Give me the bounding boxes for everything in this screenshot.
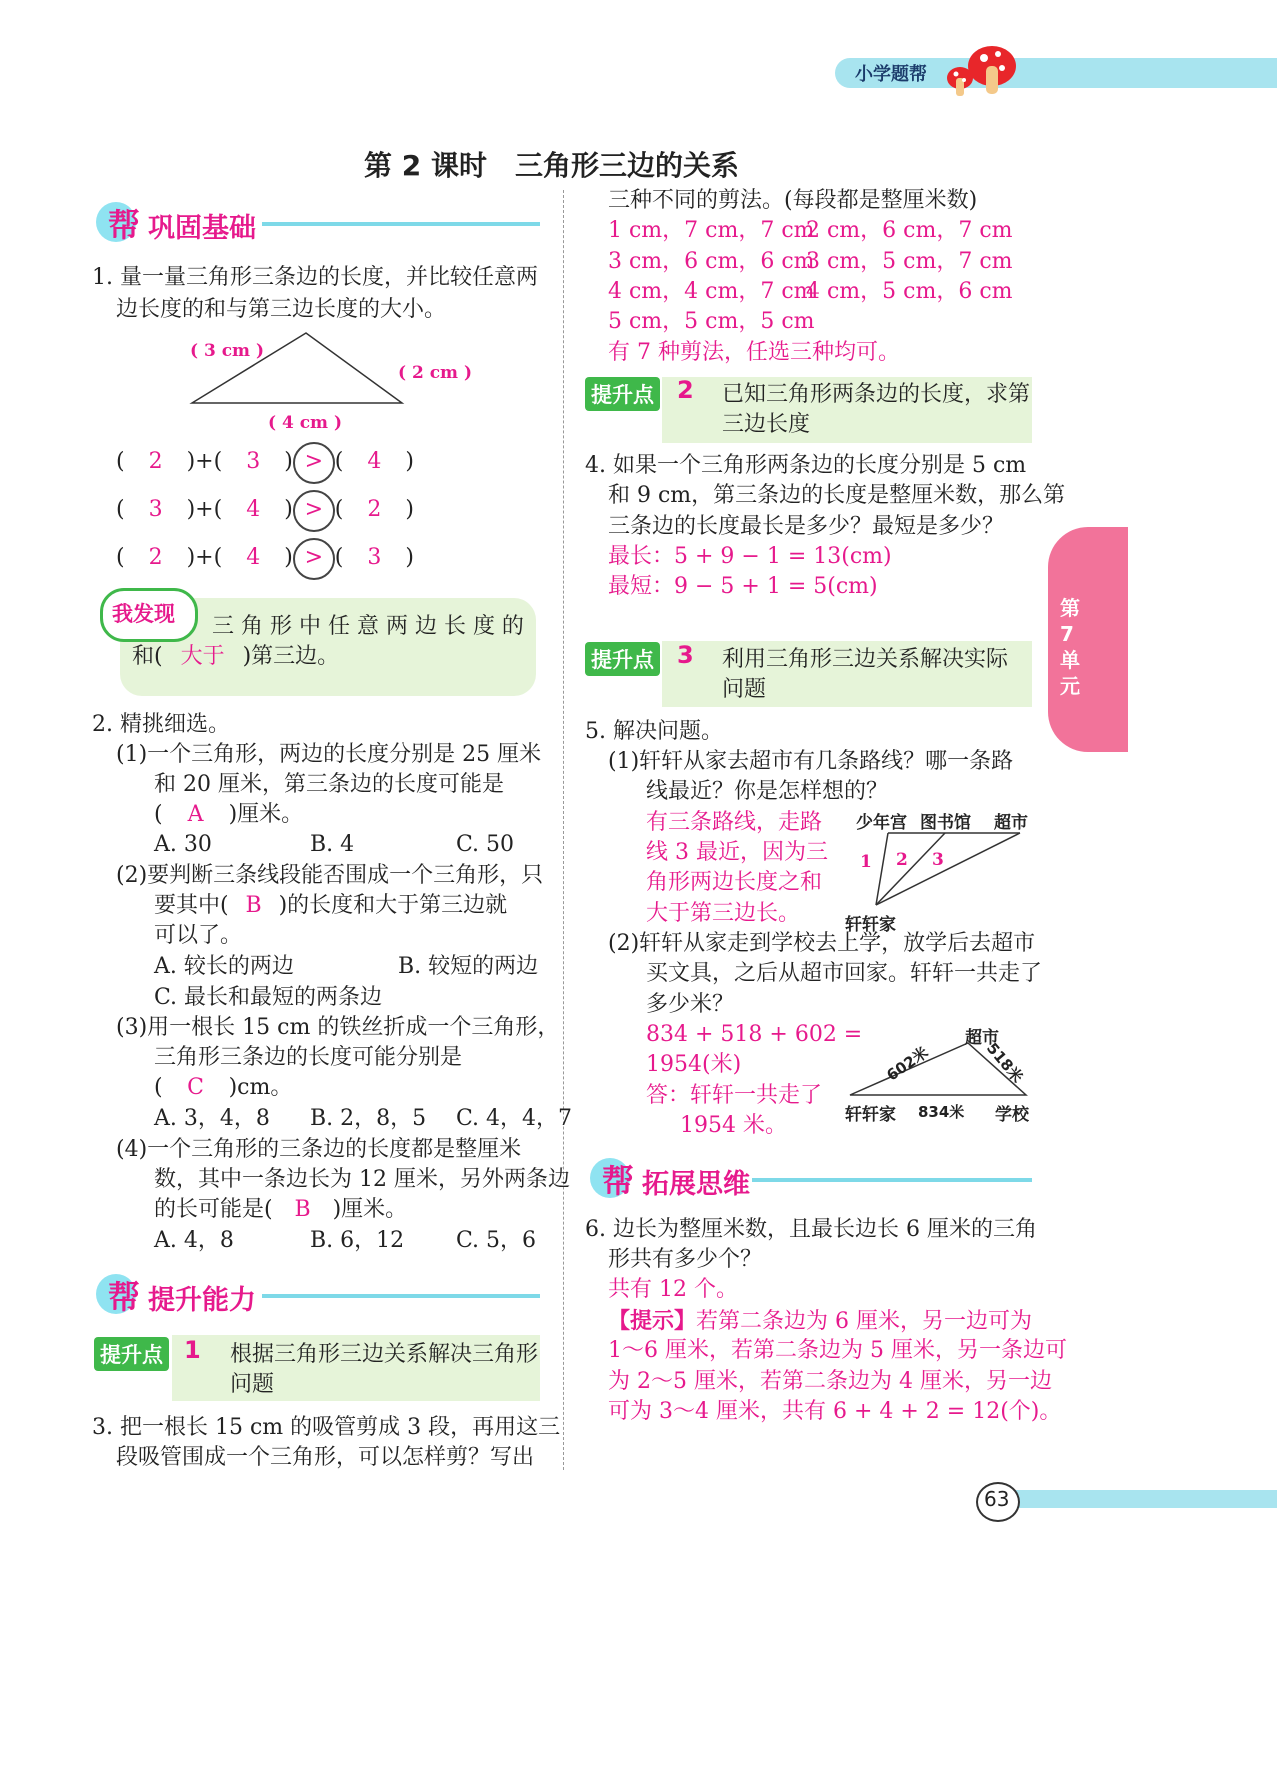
discover-line1: 三 角 形 中 任 意 两 边 长 度 的 [212,614,524,639]
q1-row1-op: > [293,442,335,484]
q2-p1-line2: 和 20 厘米，第三条边的长度可能是 [154,772,504,797]
map1-route-2: 2 [896,850,908,870]
q3-note: 有 7 种剪法，任选三种均可。 [608,340,900,365]
q6-answer: 共有 12 个。 [608,1277,738,1302]
q3-answer-1a: 1 cm，7 cm，7 cm [608,218,815,243]
map2-edge-3: 834米 [918,1103,965,1121]
q1-row1-c: 4 [367,449,382,474]
mushroom-icon [940,38,1020,100]
point3-number: 3 [677,641,694,669]
q6-hint-text1: 若第二条边为 6 厘米，另一边可为 [696,1309,1033,1334]
map1-label-b: 图书馆 [920,813,971,833]
q2-p2-line1: (2)要判断三条线段能否围成一个三角形，只 [116,863,544,888]
q3-answer-2b: 3 cm，5 cm，7 cm [806,249,1013,274]
q2-p2-opt-b: B. 较短的两边 [398,954,539,979]
page-number: 63 [984,1487,1010,1511]
q2-p3-line3 [154,1073,292,1103]
q6-hint-line2: 1～6 厘米，若第二条边为 5 厘米，另一条边可 [608,1338,1067,1363]
point1-line1: 根据三角形三边关系解决三角形 [230,1342,539,1367]
section-prefix: 帮 [602,1162,635,1200]
q5-p1-answer-3: 角形两边长度之和 [646,870,823,895]
q5-p1-line1: (1)轩轩从家去超市有几条路线？哪一条路 [608,749,1014,774]
discover-line2-pre: 和( [132,644,163,669]
q2-p4-pre: 的长可能是( [154,1197,273,1222]
q5-p2-answer-4: 1954 米。 [680,1113,787,1138]
q5-title: 5. 解决问题。 [585,719,723,744]
q1-row-3: ( 2 )+( 4 ) > ( 3 ) [116,538,414,580]
section-title-extend: 拓展思维 [642,1169,750,1200]
map2-edge-2: 518米 [982,1039,1027,1087]
q5-p2-line2: 买文具，之后从超市回家。轩轩一共走了 [646,961,1043,986]
q3-line1: 3. 把一根长 15 cm 的吸管剪成 3 段，再用这三 [92,1415,561,1440]
discover-line2-post: )第三边。 [242,644,340,669]
q1-row1-a: 2 [148,449,163,474]
q2-p1-line1: (1)一个三角形，两边的长度分别是 25 厘米 [116,742,542,767]
point1-number: 1 [184,1336,201,1364]
map2-label-left: 轩轩家 [845,1105,896,1125]
q2-p4-line2: 数，其中一条边长为 12 厘米，另外两条边 [154,1167,570,1192]
q4-line3: 三条边的长度最长是多少？最短是多少？ [608,514,1005,539]
q5-p2-line3: 多少米？ [646,992,735,1017]
q3-answer-1b: 2 cm，6 cm，7 cm [806,218,1013,243]
q2-p2-opt-c: C. 最长和最短的两条边 [154,985,383,1010]
lesson-title: 第 2 课时 三角形三边的关系 [364,149,739,182]
brand-label: 小学题帮 [855,64,927,85]
map1-route-1: 1 [860,852,872,872]
footer-bar [1000,1490,1277,1508]
q2-p2-line2 [154,891,507,921]
point3-line1: 利用三角形三边关系解决实际 [722,647,1009,672]
q2-p1-opt-c: C. 50 [456,832,515,857]
q2-p2-post: )的长度和大于第三边就 [278,893,508,918]
q1-label-bottom: ( 4 cm ) [268,413,343,433]
q1-row3-a: 2 [148,545,163,570]
q2-p3-post: )cm。 [228,1075,293,1100]
q6-hint-label: 【提示】 [608,1308,697,1334]
q2-p2-pre: 要其中( [154,893,229,918]
q6-hint-line4: 可为 3～4 厘米，共有 6 + 4 + 2 = 12(个)。 [608,1399,1062,1424]
q4-line2: 和 9 cm，第三条边的长度是整厘米数，那么第 [608,483,1066,508]
column-divider [563,190,564,1470]
unit-side-tab-label: 第7单元 [1060,596,1080,698]
q5-p2-answer-1: 834 + 518 + 602 = [646,1022,863,1047]
q1-row2-a: 3 [148,497,163,522]
section-divider [752,1178,1032,1182]
point2-label: 提升点 [585,377,660,411]
q2-p3-line2: 三角形三条边的长度可能分别是 [154,1045,463,1070]
q2-p1-line3 [154,800,303,830]
q2-p4-answer: B [294,1197,311,1222]
discover-label: 我发现 [112,602,175,626]
point2-line2: 三边长度 [722,412,811,437]
q2-p4-opt-a: A. 4，8 [154,1228,234,1253]
map2-label-right: 学校 [995,1105,1029,1125]
q1-row2-c: 2 [367,497,382,522]
q1-text-line2: 边长度的和与第三边长度的大小。 [116,297,447,322]
q2-p3-opt-a: A. 3，4，8 [154,1106,270,1131]
q2-p1-post: )厘米。 [228,802,304,827]
discover-line2 [132,642,339,672]
q1-label-left: ( 3 cm ) [190,341,265,361]
q4-answer-min: 最短：9 − 5 + 1 = 5(cm) [608,574,878,599]
point2-number: 2 [677,376,694,404]
q2-p2-line3: 可以了。 [154,923,243,948]
map1-label-home: 轩轩家 [845,915,896,935]
map1-label-a: 少年宫 [856,813,907,833]
q2-p3-line1: (3)用一根长 15 cm 的铁丝折成一个三角形， [116,1015,560,1040]
section-divider [262,1294,540,1298]
point2-line1: 已知三角形两条边的长度，求第 [722,382,1031,407]
q5-p1-answer-2: 线 3 最近，因为三 [646,840,828,865]
q1-text-line1: 1. 量一量三角形三条边的长度，并比较任意两 [92,265,538,290]
q4-answer-max: 最长：5 + 9 − 1 = 13(cm) [608,544,892,569]
map2-edge-1: 602米 [883,1043,932,1085]
q2-p3-pre: ( [154,1075,163,1100]
section-prefix: 帮 [108,1278,141,1316]
q3-line3: 三种不同的剪法。(每段都是整厘米数) [608,188,978,213]
section-title-improve: 提升能力 [148,1285,256,1316]
q3-answer-4a: 5 cm，5 cm，5 cm [608,309,815,334]
point1-label: 提升点 [94,1337,169,1371]
q2-p2-opt-a: A. 较长的两边 [154,954,294,979]
q5-p2-answer-2: 1954(米) [646,1052,742,1077]
q1-row1-b: 3 [246,449,261,474]
q2-p3-opt-b: B. 2，8，5 [310,1106,427,1131]
q2-p1-pre: ( [154,802,163,827]
q3-line2: 段吸管围成一个三角形，可以怎样剪？写出 [116,1445,535,1470]
q1-row-2: ( 3 )+( 4 ) > ( 2 ) [116,490,414,532]
q2-p1-answer: A [187,802,204,827]
section-divider [262,222,540,226]
q2-p4-opt-c: C. 5，6 [456,1228,537,1253]
q2-p1-opt-b: B. 4 [310,832,355,857]
q5-p1-line2: 线最近？你是怎样想的？ [646,779,889,804]
section-title-basics: 巩固基础 [148,213,256,244]
discover-answer: 大于 [180,644,225,669]
q3-answer-3a: 4 cm，4 cm，7 cm [608,279,815,304]
map1-label-c: 超市 [994,813,1028,833]
q1-row3-c: 3 [367,545,382,570]
q2-p4-line3 [154,1195,407,1225]
q5-p1-answer-4: 大于第三边长。 [646,901,801,926]
section-prefix: 帮 [108,206,141,244]
q2-p3-answer: C [187,1075,205,1100]
q5-p2-answer-3: 答：轩轩一共走了 [646,1083,823,1108]
point3-line2: 问题 [722,677,767,702]
q5-p1-answer-1: 有三条路线，走路 [646,810,823,835]
q1-row3-b: 4 [246,545,261,570]
q1-row3-op: > [293,538,335,580]
q1-row-1: ( 2 )+( 3 ) > ( 4 ) [116,442,414,484]
q2-title: 2. 精挑细选。 [92,712,230,737]
q2-p1-opt-a: A. 30 [154,832,212,857]
q6-hint-line3: 为 2～5 厘米，若第二条边为 4 厘米，另一边 [608,1369,1052,1394]
q1-row2-op: > [293,490,335,532]
q1-row2-b: 4 [246,497,261,522]
q2-p3-opt-c: C. 4，4，7 [456,1106,573,1131]
q4-line1: 4. 如果一个三角形两条边的长度分别是 5 cm [585,453,1027,478]
q1-label-right: ( 2 cm ) [398,363,473,383]
q2-p4-post: )厘米。 [332,1197,408,1222]
q3-answer-2a: 3 cm，6 cm，6 cm [608,249,815,274]
q5-p2-line1: (2)轩轩从家走到学校去上学，放学后去超市 [608,931,1036,956]
q2-p4-opt-b: B. 6，12 [310,1228,405,1253]
map1-route-3: 3 [932,850,944,870]
q2-p2-answer: B [245,893,262,918]
q6-hint-line1 [608,1306,1032,1337]
q6-line2: 形共有多少个？ [608,1247,763,1272]
q2-p4-line1: (4)一个三角形的三条边的长度都是整厘米 [116,1137,522,1162]
point1-line2: 问题 [230,1372,275,1397]
q6-line1: 6. 边长为整厘米数，且最长边长 6 厘米的三角 [585,1217,1037,1242]
point3-label: 提升点 [585,642,660,676]
map2-label-top: 超市 [965,1028,999,1048]
q3-answer-3b: 4 cm，5 cm，6 cm [806,279,1013,304]
